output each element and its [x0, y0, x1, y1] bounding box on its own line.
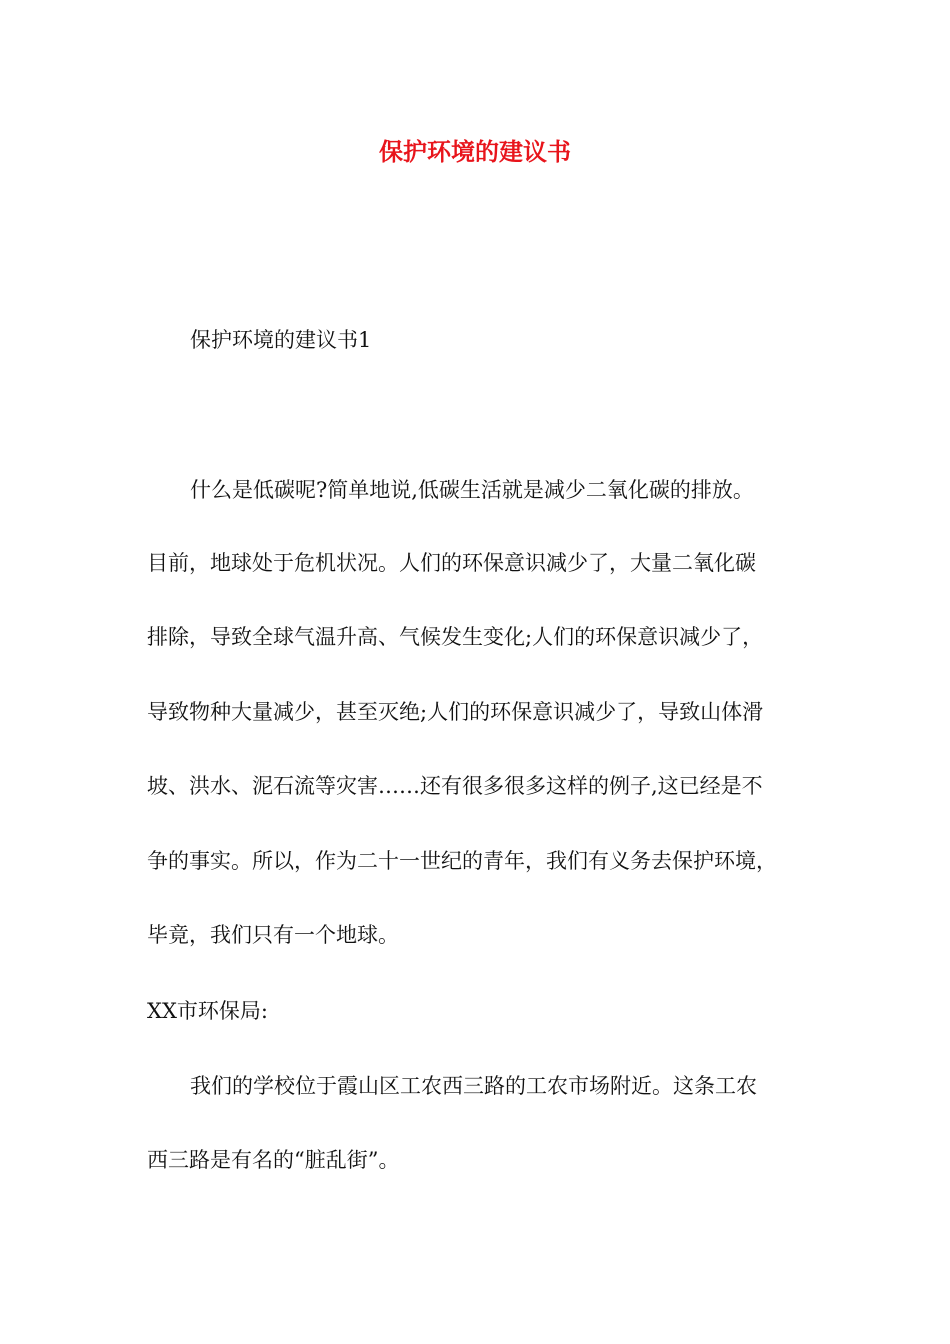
paragraph1-line-6: 争的事实。所以，作为二十一世纪的青年，我们有义务去保护环境， — [147, 849, 777, 873]
document-title: 保护环境的建议书 — [379, 137, 571, 166]
paragraph1-line-3: 排除，导致全球气温升高、气候发生变化;人们的环保意识减少了， — [147, 625, 764, 649]
section-heading: 保护环境的建议书1 — [190, 328, 372, 352]
paragraph1-line-4: 导致物种大量减少，甚至灭绝;人们的环保意识减少了，导致山体滑 — [147, 700, 764, 724]
paragraph1-line-2: 目前，地球处于危机状况。人们的环保意识减少了，大量二氧化碳 — [147, 551, 756, 575]
paragraph2-line-2: 西三路是有名的“脏乱街”。 — [147, 1148, 400, 1172]
paragraph1-line-7: 毕竟，我们只有一个地球。 — [147, 923, 399, 947]
salutation: XX市环保局: — [147, 999, 268, 1023]
paragraph1-line-1: 什么是低碳呢?简单地说,低碳生活就是减少二氧化碳的排放。 — [190, 478, 754, 502]
paragraph1-line-5: 坡、洪水、泥石流等灾害……还有很多很多这样的例子,这已经是不 — [147, 774, 763, 798]
paragraph2-line-1: 我们的学校位于霞山区工农西三路的工农市场附近。这条工农 — [190, 1074, 757, 1098]
